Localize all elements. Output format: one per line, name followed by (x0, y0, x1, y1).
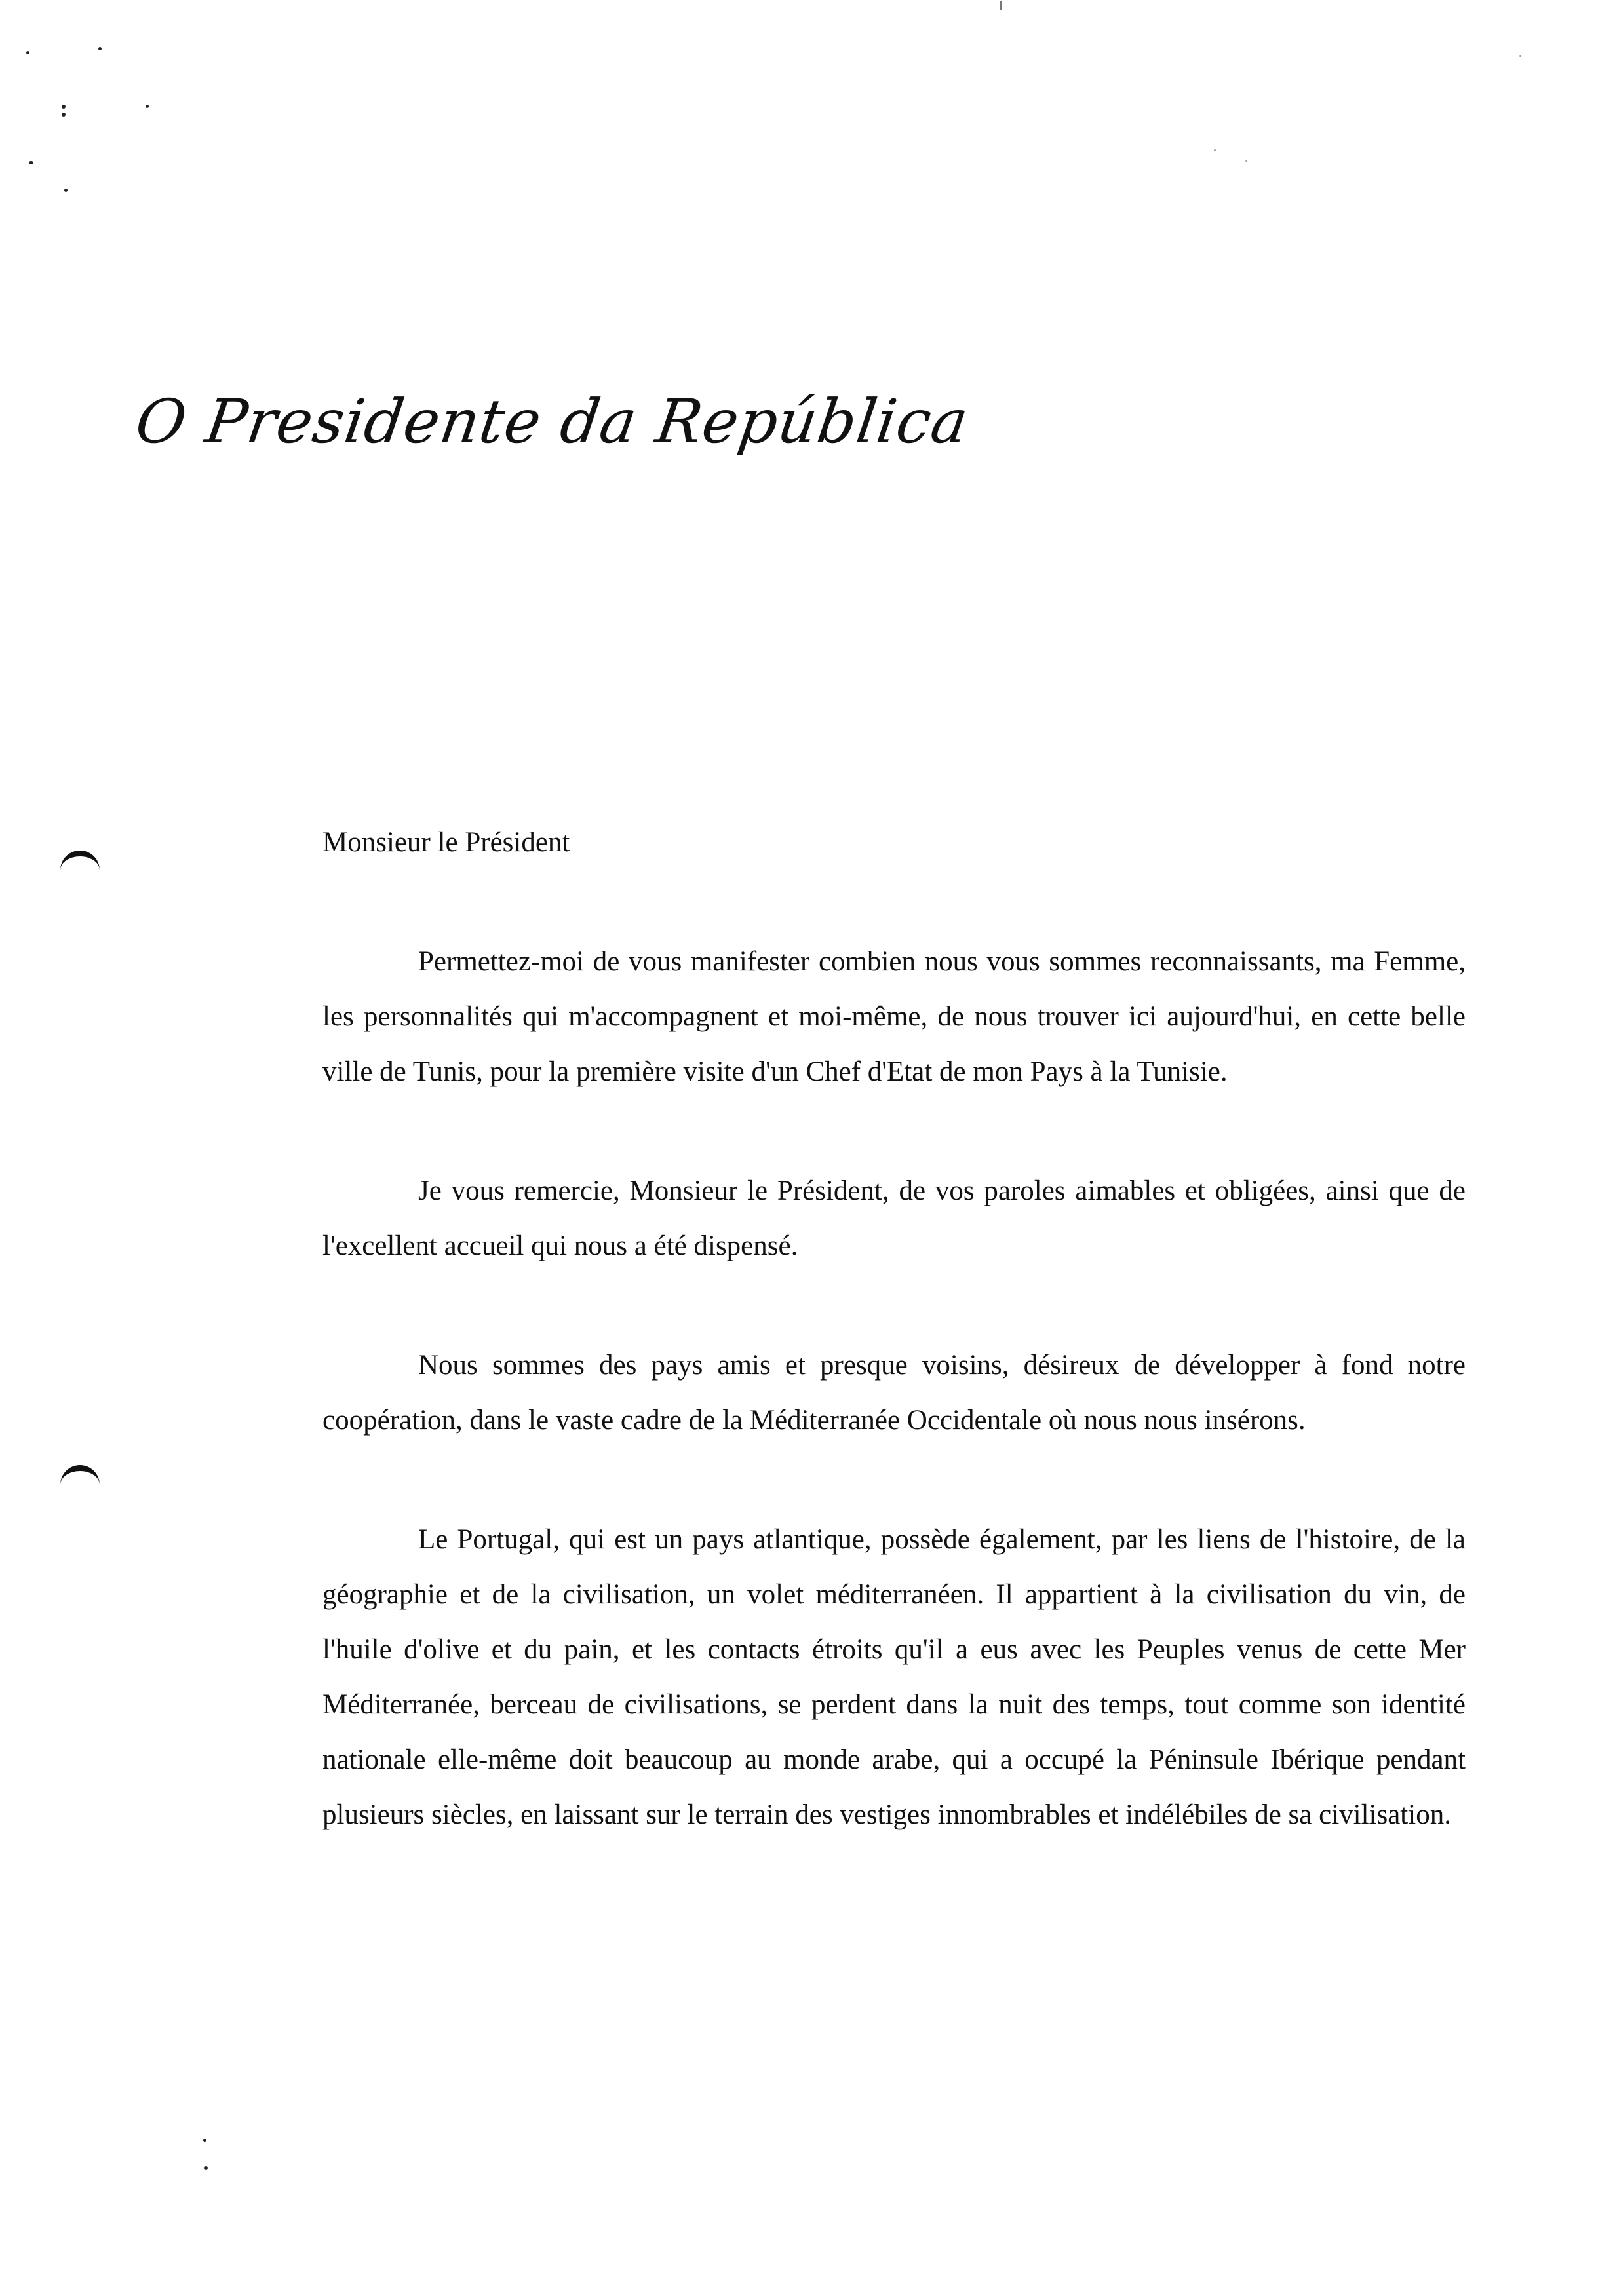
letter-body (322, 815, 1466, 1843)
scan-speck (204, 2166, 208, 2170)
scan-speck (1214, 149, 1216, 151)
paragraph: Nous sommes des pays amis et presque voisins, désireux de développer à fond notre coopération, dans le vaste cadre de la Méditerranée Occidentale où nous nous insérons. (322, 1350, 1466, 1436)
paragraph: Permettez-moi de vous manifester combien nous vous sommes reconnaissants, ma Femme, les personnalités qui m'accompagnent et moi-même, de nous trouver ici aujourd'hui, en cette belle ville de Tunis, pour la première visite d'un Chef d'Etat de mon Pays à la Tunisie. (322, 946, 1466, 1087)
scan-tick (1000, 1, 1002, 10)
scan-speck (1245, 160, 1247, 162)
scan-speck (1519, 55, 1521, 57)
scan-speck (146, 105, 149, 108)
scan-speck (64, 189, 68, 192)
paragraph: Je vous remercie, Monsieur le Président, de vos paroles aimables et obligées, ainsi que de l'excellent accueil qui nous a été dispensé. (322, 1176, 1466, 1261)
scan-speck (203, 2139, 206, 2142)
punch-hole-mark (60, 1465, 100, 1497)
letterhead-title: O Presidente da República (131, 387, 973, 457)
scan-speck (26, 51, 29, 54)
scan-speck (62, 113, 66, 117)
paragraph: Le Portugal, qui est un pays atlantique, possède également, par les liens de l'histoire, de la géographie et de la civilisation, un volet méditerranéen. Il appartient à la civilisation du vin, de l'huile d'olive et du pain, et les contacts étroits qu'il a eus avec les Peuples venus de cette Mer Méditerranée, berceau de civilisations, se perdent dans la nuit des temps, tout comme son identité nationale elle-même doit beaucoup au monde arabe, qui a occupé la Péninsule Ibérique pendant plusieurs siècles, en laissant sur le terrain des vestiges innombrables et indélébiles de sa civilisation. (322, 1524, 1466, 1830)
punch-hole-mark (60, 851, 100, 883)
scan-speck (98, 47, 102, 50)
scan-speck (29, 161, 33, 164)
scan-speck (62, 105, 66, 109)
salutation: Monsieur le Président (322, 827, 570, 858)
